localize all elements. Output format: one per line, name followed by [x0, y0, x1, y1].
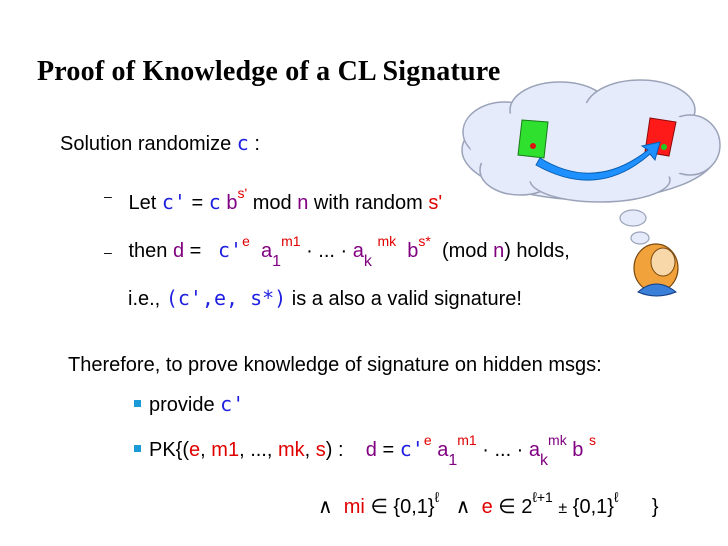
- slide-title: Proof of Knowledge of a CL Signature: [37, 56, 501, 87]
- therefore-line: Therefore, to prove knowledge of signature on hidden msgs:: [68, 354, 602, 376]
- constraints-line: ∧ mi ∈ $\{0,1\}^\ell$ ∧ e ∈ $2^{\ell+1} \pm \{0,1\}^\ell$ }: [318, 489, 659, 518]
- solution-line: Solution randomize c :: [60, 131, 260, 155]
- bullet-pk: PK{(e, m1, ..., mk, s) : $d = c'^e$ $a_1^{m1}$ · ... · $a_k^{mk}$ b $^s$: [134, 437, 596, 462]
- let-line: – Let c' = c $b^{s'}$ mod n with random s': [104, 185, 443, 214]
- bullet-icon: [134, 400, 141, 407]
- ie-line: i.e., (c',e, s*) is a also a valid signature!: [128, 286, 522, 310]
- person-icon: [634, 244, 678, 296]
- green-card-icon: [518, 120, 548, 158]
- then-line: – then d = $c'^e$ $a_1^{m1}$ · ... · $a_k$ $^{mk}$ $b^{s*}$ (mod n) holds,: [104, 233, 570, 270]
- bullet-icon: [134, 445, 141, 452]
- bullet-provide: provide c': [134, 392, 244, 417]
